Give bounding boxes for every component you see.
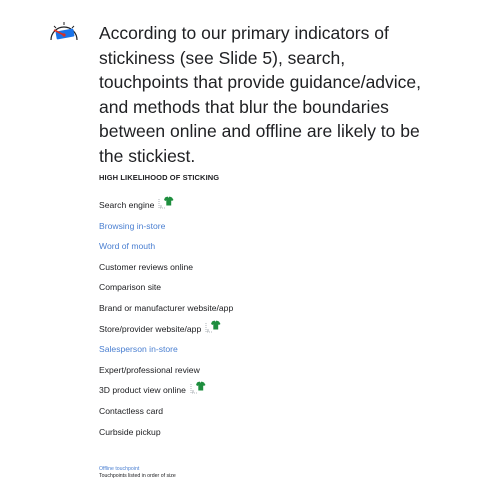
touchpoint-label: Browsing in-store [99, 220, 166, 231]
touchpoint-label: 3D product view online [99, 385, 186, 396]
gauge-icon [47, 18, 81, 48]
touchpoint-item [99, 425, 233, 446]
touchpoint-label: Customer reviews online [99, 261, 194, 272]
touchpoint-item [99, 260, 233, 281]
touchpoint-item [99, 219, 233, 240]
legend-order-note: Touchpoints listed in order of size [99, 473, 176, 479]
touchpoint-label: Word of mouth [99, 241, 156, 252]
touchpoint-label: Store/provider website/app [99, 323, 202, 334]
touchpoint-list [99, 198, 233, 445]
touchpoint-item [99, 239, 233, 260]
headline-text: According to our primary indicators of stickiness (see Slide 5), search, touchpoints that provide guidance/advice, and methods that blur the boundaries between online and offline are likely to be the stickiest. [99, 23, 422, 166]
touchpoint-item [99, 363, 233, 384]
touchpoint-item [99, 301, 233, 322]
touchpoint-item [99, 322, 233, 343]
touchpoint-item [99, 383, 233, 404]
sticky-shirt-icon [158, 196, 174, 209]
touchpoint-label: Contactless card [99, 405, 164, 416]
touchpoint-label: Comparison site [99, 282, 162, 293]
legend-offline-touchpoint: Offline touchpoint [99, 466, 140, 472]
sticky-shirt-icon [205, 320, 221, 333]
touchpoint-label: Search engine [99, 200, 155, 210]
touchpoint-label: Brand or manufacturer website/app [99, 302, 234, 313]
touchpoint-label: Salesperson in-store [99, 344, 178, 355]
section-heading: HIGH LIKELIHOOD OF STICKING [99, 173, 220, 182]
touchpoint-item [99, 404, 233, 425]
touchpoint-label: Expert/professional review [99, 364, 200, 375]
sticky-shirt-icon [190, 381, 206, 394]
touchpoint-item [99, 198, 233, 219]
touchpoint-item [99, 280, 233, 301]
touchpoint-label: Curbside pickup [99, 426, 161, 437]
touchpoint-item [99, 342, 233, 363]
legend [99, 466, 176, 480]
